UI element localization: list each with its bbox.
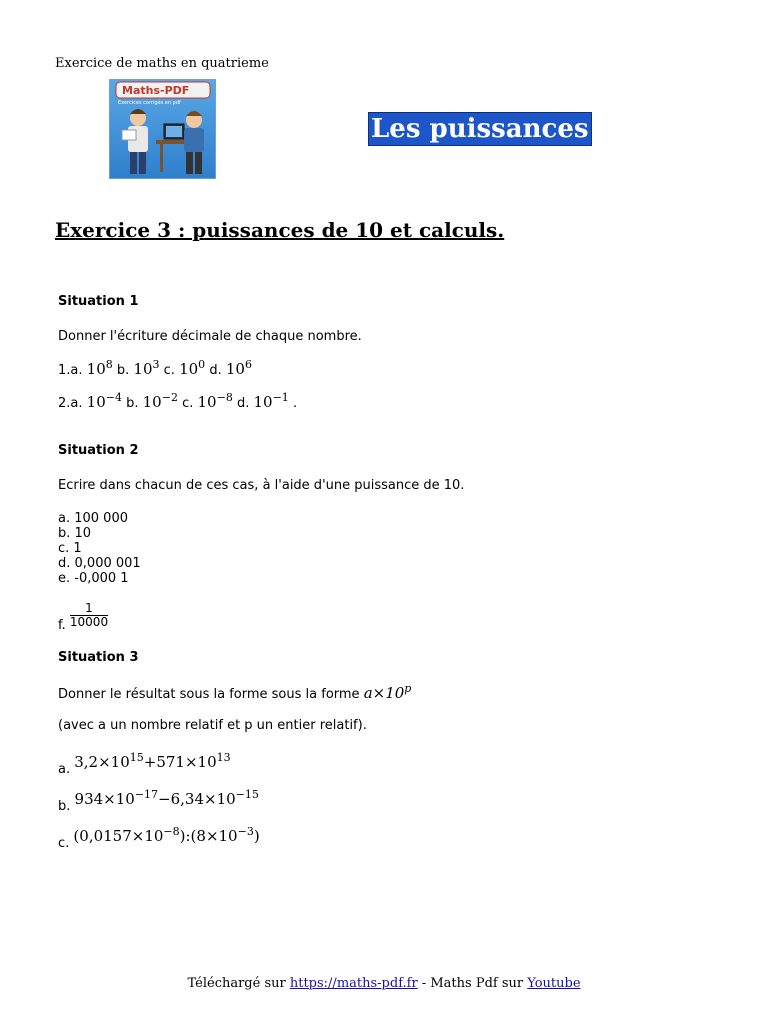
footer: Téléchargé sur https://maths-pdf.fr - Maths Pdf sur Youtube [187, 976, 581, 991]
situation-3-item-a: a. $3,2\times 10^{15}+571\times 10^{13}$ [58, 751, 231, 777]
logo-text: Maths-PDF [122, 84, 190, 97]
youtube-link[interactable]: Youtube [527, 976, 581, 991]
situation-3-item-b: b. $934\times 10^{-17}-6,34\times 10^{-15}$ [58, 788, 259, 814]
list-item: e. -0,000 1 [58, 571, 129, 586]
situation-1-row-2: 2.a. $10^{-4}$ b. $10^{-2}$ c. $10^{-8}$ d. $10^{-1}$ . [58, 391, 298, 411]
situation-1-heading: Situation 1 [58, 294, 139, 309]
situation-2-list [58, 511, 141, 586]
logo-subtitle: Exercices corrigés en pdf [118, 100, 181, 106]
situation-3-note: (avec a un nombre relatif et p un entier relatif). [58, 718, 367, 733]
exercise-title: Exercice 3 : puissances de 10 et calculs. [55, 218, 505, 242]
list-item: a. 100 000 [58, 511, 128, 526]
course-line: Exercice de maths en quatrieme [55, 56, 269, 71]
fraction: $\frac{1}{10000}$ [69, 601, 109, 629]
situation-1-row-1: 1.a. $10^8$ b. $10^3$ c. $10^0$ d. $10^6$ [58, 358, 252, 378]
situation-3-instruction: Donner le résultat sous la forme sous la forme $a\times 10^p$ [58, 682, 412, 702]
situation-3-item-c: c. $(0,0157\times 10^{-8}):(8\times 10^{-3})$ [58, 825, 260, 851]
situation-1-instruction: Donner l'écriture décimale de chaque nombre. [58, 329, 362, 344]
page-title: Les puissances [368, 112, 592, 146]
situation-3-heading: Situation 3 [58, 650, 139, 665]
situation-2-instruction: Ecrire dans chacun de ces cas, à l'aide d'une puissance de 10. [58, 478, 465, 493]
list-item: b. 10 [58, 526, 92, 541]
situation-2-item-f: f. $\frac{1}{10000}$ [58, 601, 109, 633]
list-item: c. 1 [58, 541, 82, 556]
list-item: d. 0,000 001 [58, 556, 141, 571]
maths-pdf-link[interactable]: https://maths-pdf.fr [289, 976, 418, 991]
situation-2-heading: Situation 2 [58, 443, 139, 458]
maths-pdf-logo [109, 79, 216, 179]
